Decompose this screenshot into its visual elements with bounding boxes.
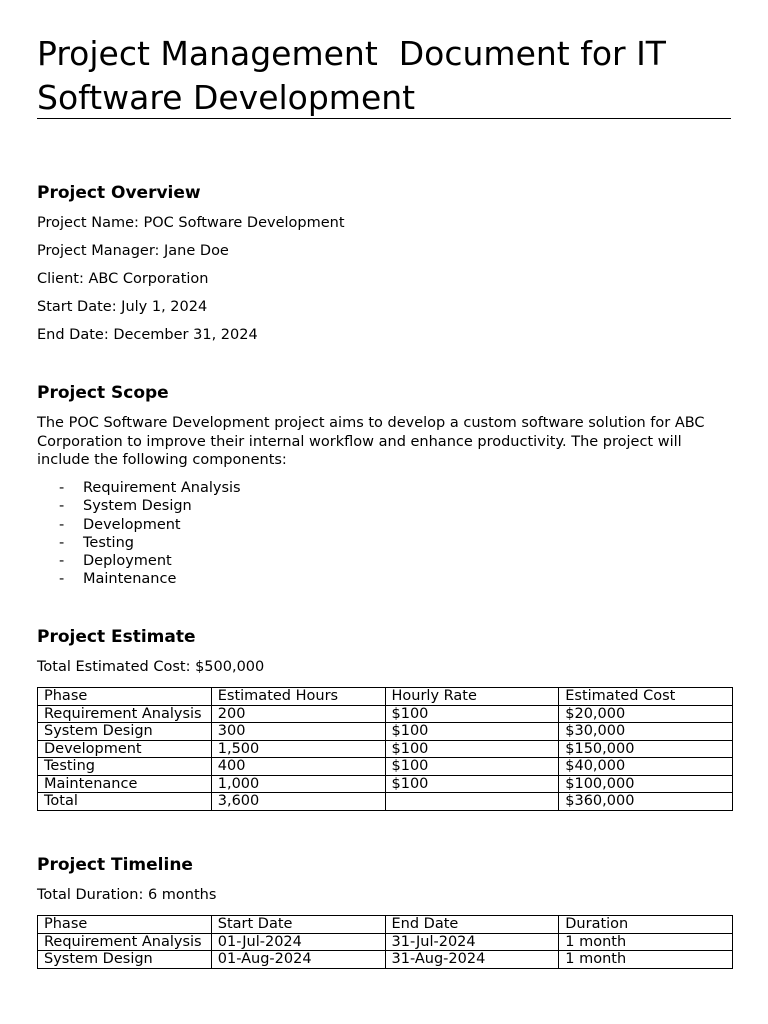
table-row: [38, 775, 733, 793]
estimate-heading: Project Estimate: [37, 627, 196, 647]
start-date-line: Start Date: July 1, 2024: [37, 299, 208, 315]
bullet-dash: -: [59, 480, 65, 496]
table-row: [38, 933, 733, 951]
table-cell: 1 month: [559, 933, 733, 951]
table-row: [38, 758, 733, 776]
table-cell: $100: [385, 775, 559, 793]
table-cell: $40,000: [559, 758, 733, 776]
table-cell: 01-Jul-2024: [211, 933, 385, 951]
table-cell: Maintenance: [38, 775, 212, 793]
table-cell: 31-Aug-2024: [385, 951, 559, 969]
table-cell: 3,600: [211, 793, 385, 811]
end-date-line: End Date: December 31, 2024: [37, 327, 258, 343]
table-cell: Development: [38, 740, 212, 758]
bullet-dash: -: [59, 534, 65, 551]
table-cell: 1,000: [211, 775, 385, 793]
timeline-heading: Project Timeline: [37, 855, 193, 875]
table-cell: $100,000: [559, 775, 733, 793]
table-row: [38, 705, 733, 723]
table-row: [38, 740, 733, 758]
title-divider: [37, 118, 731, 119]
project-manager-line: Project Manager: Jane Doe: [37, 243, 229, 259]
table-cell: System Design: [38, 951, 212, 969]
table-total-row: [38, 793, 733, 811]
table-cell: Requirement Analysis: [38, 705, 212, 723]
table-cell: $360,000: [559, 793, 733, 811]
column-header: Hourly Rate: [385, 688, 559, 706]
table-cell: $20,000: [559, 705, 733, 723]
column-header: Start Date: [211, 916, 385, 934]
list-item-text: Maintenance: [83, 571, 177, 588]
table-cell: Testing: [38, 758, 212, 776]
table-cell: Requirement Analysis: [38, 933, 212, 951]
bullet-dash: -: [59, 553, 65, 570]
table-cell: 1 month: [559, 951, 733, 969]
table-cell: 31-Jul-2024: [385, 933, 559, 951]
overview-heading: Project Overview: [37, 183, 201, 203]
table-cell: $150,000: [559, 740, 733, 758]
estimate-total-line: Total Estimated Cost: $500,000: [37, 659, 265, 675]
table-row: [38, 723, 733, 741]
column-header: Phase: [38, 688, 212, 706]
list-item-text: Deployment: [83, 553, 172, 570]
bullet-dash: -: [59, 516, 65, 533]
table-cell: 400: [211, 758, 385, 776]
list-item-text: System Design: [83, 498, 192, 515]
client-line: Client: ABC Corporation: [37, 271, 209, 287]
timeline-total-line: Total Duration: 6 months: [37, 887, 217, 903]
table-header-row: [38, 916, 733, 934]
bullet-dash: -: [59, 571, 65, 588]
table-row: [38, 951, 733, 969]
table-cell: $100: [385, 705, 559, 723]
table-cell: $30,000: [559, 723, 733, 741]
table-cell: $100: [385, 758, 559, 776]
table-cell: 01-Aug-2024: [211, 951, 385, 969]
table-cell: Total: [38, 793, 212, 811]
scope-heading: Project Scope: [37, 383, 169, 403]
project-name-line: Project Name: POC Software Development: [37, 215, 345, 231]
table-cell: $100: [385, 723, 559, 741]
list-item-text: Testing: [83, 534, 134, 551]
table-header-row: [38, 688, 733, 706]
column-header: Duration: [559, 916, 733, 934]
table-cell: 200: [211, 705, 385, 723]
bullet-dash: -: [59, 498, 65, 515]
column-header: Estimated Hours: [211, 688, 385, 706]
document-title: Project Management Document for IT Software Development: [37, 34, 677, 117]
column-header: Phase: [38, 916, 212, 934]
table-cell: $100: [385, 740, 559, 758]
list-item-text: Requirement Analysis: [83, 480, 241, 496]
estimate-table: [37, 687, 733, 811]
table-cell: [385, 793, 559, 811]
column-header: Estimated Cost: [559, 688, 733, 706]
list-item-text: Development: [83, 516, 181, 533]
table-cell: 300: [211, 723, 385, 741]
scope-paragraph: The POC Software Development project aims to develop a custom software solution for ABC Corporation to improve their internal workflow and enhance productivity. The project will include the following components:: [37, 415, 705, 468]
column-header: End Date: [385, 916, 559, 934]
table-cell: System Design: [38, 723, 212, 741]
table-cell: 1,500: [211, 740, 385, 758]
timeline-table: [37, 915, 733, 969]
